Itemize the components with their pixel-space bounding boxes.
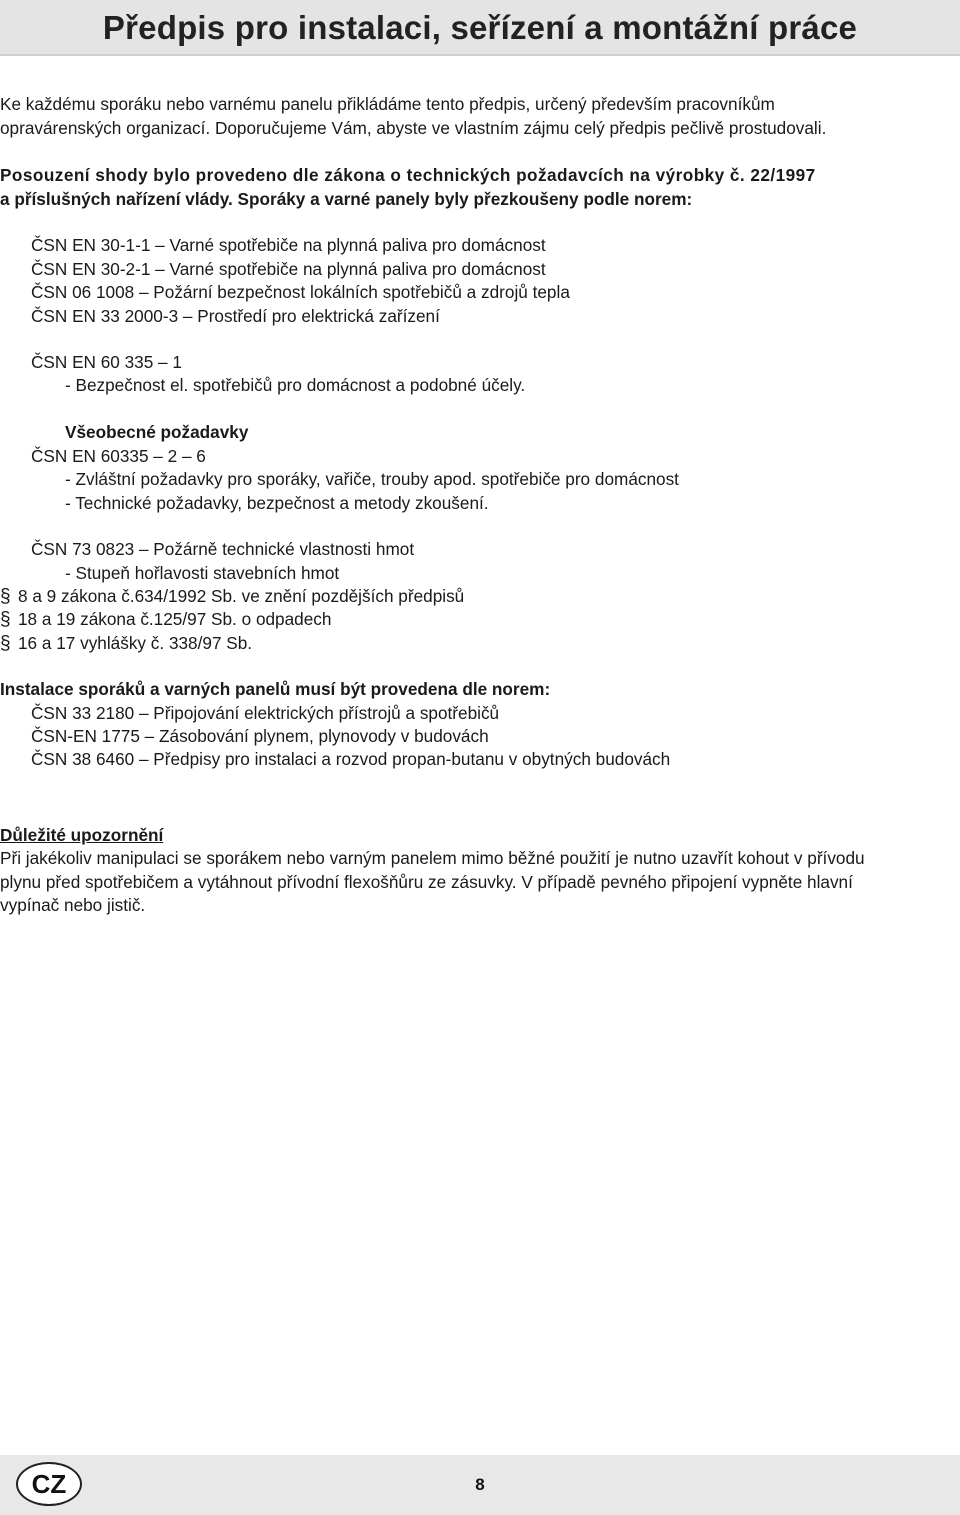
page-title: Předpis pro instalaci, seřízení a montážní práce xyxy=(102,9,858,46)
norm-item: ČSN EN 30-1-1 – Varné spotřebiče na plynná paliva pro domácnost xyxy=(31,235,546,255)
section-symbol: § xyxy=(0,609,11,630)
section-item xyxy=(0,584,464,609)
general-code: ČSN EN 60335 – 2 – 6 xyxy=(31,446,206,466)
conformity-line-2-bold: a příslušných nařízení vlády. xyxy=(0,189,233,209)
warning-heading: Důležité upozornění xyxy=(0,825,164,845)
page-number: 8 xyxy=(475,1475,485,1494)
norm-60335-1-sub: - Bezpečnost el. spotřebičů pro domácnost a podobné účely. xyxy=(65,375,526,395)
section-text: 18 a 19 zákona č.125/97 Sb. o odpadech xyxy=(18,609,332,629)
section-symbol: § xyxy=(0,586,11,607)
section-item xyxy=(0,607,331,632)
fire-code: ČSN 73 0823 – Požárně technické vlastnosti hmot xyxy=(31,539,415,559)
norm-item: ČSN EN 30-2-1 – Varné spotřebiče na plynná paliva pro domácnost xyxy=(31,259,546,279)
section-symbol: § xyxy=(0,633,11,654)
norm-item: ČSN EN 33 2000-3 – Prostředí pro elektrická zařízení xyxy=(31,306,440,326)
installation-item: ČSN 38 6460 – Předpisy pro instalaci a rozvod propan-butanu v obytných budovách xyxy=(31,749,671,769)
general-sub-1: - Zvláštní požadavky pro sporáky, vařiče, trouby apod. spotřebiče pro domácnost xyxy=(65,469,679,489)
fire-sub: - Stupeň hořlavosti stavebních hmot xyxy=(65,563,340,583)
section-item xyxy=(0,631,252,656)
general-sub-2: - Technické požadavky, bezpečnost a metody zkoušení. xyxy=(65,493,489,513)
intro-line-2: opravárenských organizací. Doporučujeme Vám, abyste ve vlastním zájmu celý předpis pečlivě prostudovali. xyxy=(0,118,827,138)
conformity-line-2-rest: Sporáky a varné panely byly přezkoušeny podle norem: xyxy=(232,189,693,209)
section-text: 8 a 9 zákona č.634/1992 Sb. ve znění pozdějších předpisů xyxy=(18,586,465,606)
conformity-line-1: Posouzení shody bylo provedeno dle zákona o technických požadavcích na výrobky č. 22/1997 xyxy=(0,165,816,185)
installation-item: ČSN 33 2180 – Připojování elektrických přístrojů a spotřebičů xyxy=(31,703,500,723)
section-text: 16 a 17 vyhlášky č. 338/97 Sb. xyxy=(18,633,253,653)
warning-line-3: vypínač nebo jistič. xyxy=(0,895,146,915)
language-badge: CZ xyxy=(16,1462,82,1506)
conformity-line-2 xyxy=(0,187,692,211)
warning-line-2: plynu před spotřebičem a vytáhnout přívodní flexošňůru ze zásuvky. V případě pevného připojení vypněte hlavní xyxy=(0,872,853,892)
norm-60335-1-code: ČSN EN 60 335 – 1 xyxy=(31,352,182,372)
installation-item: ČSN-EN 1775 – Zásobování plynem, plynovody v budovách xyxy=(31,726,489,746)
norm-item: ČSN 06 1008 – Požární bezpečnost lokálních spotřebičů a zdrojů tepla xyxy=(31,282,570,302)
general-heading: Všeobecné požadavky xyxy=(65,422,249,442)
warning-line-1: Při jakékoliv manipulaci se sporákem nebo varným panelem mimo běžné použití je nutno uzavřít kohout v přívodu xyxy=(0,848,865,868)
installation-heading: Instalace sporáků a varných panelů musí být provedena dle norem: xyxy=(0,679,551,699)
intro-line-1: Ke každému sporáku nebo varnému panelu přikládáme tento předpis, určený především pracovníkům xyxy=(0,94,775,114)
